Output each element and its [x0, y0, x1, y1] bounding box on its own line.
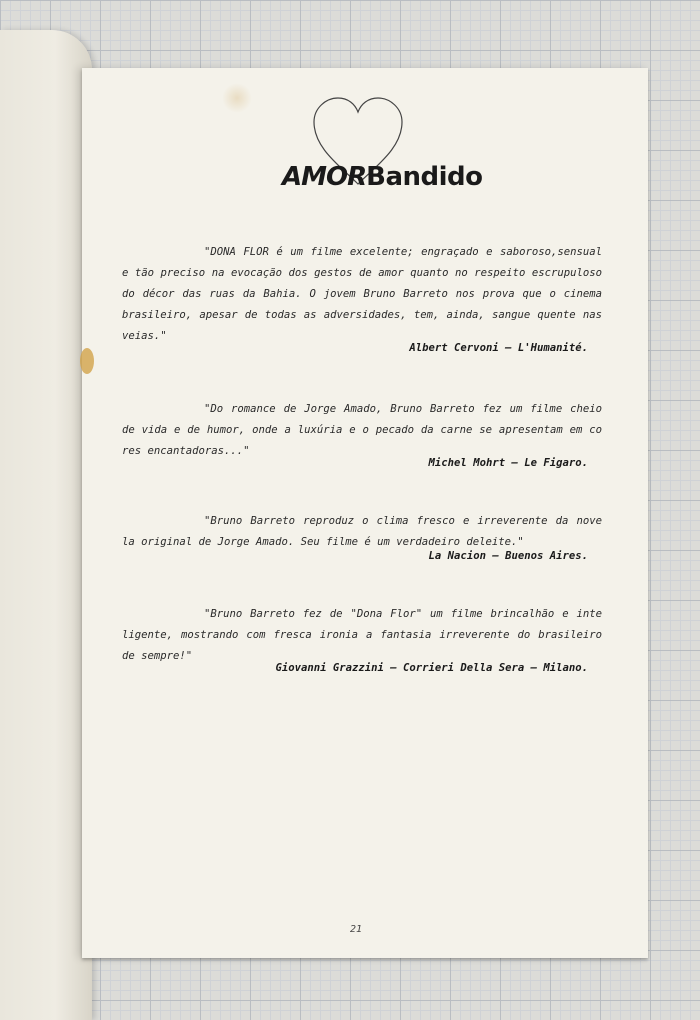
quote-text: "DONA FLOR é um filme excelente; engraçado e saboroso,sensual e tão preciso na evocação dos gestos de amor quanto no respeito escrupuloso do décor das ruas da Bahia. O jovem Bruno Barreto nos prova que o cinema brasileiro, apesar de todas as adversidades, tem, ainda, sangue quente nas veias." [122, 246, 602, 342]
quote-2 [122, 399, 602, 462]
logo-amor: AMOR [282, 162, 367, 192]
stain-mark [80, 348, 94, 374]
quote-text: "Do romance de Jorge Amado, Bruno Barreto fez um filme cheio de vida e de humor, onde a luxúria e o pecado da carne se apresentam em co res encantadoras..." [122, 403, 602, 457]
quote-1 [122, 242, 602, 347]
quote-attribution: Michel Mohrt — Le Figaro. [428, 457, 588, 469]
document-page [82, 68, 648, 958]
quote-attribution: Albert Cervoni — L'Humanité. [409, 342, 588, 354]
quote-text: "Bruno Barreto fez de "Dona Flor" um filme brincalhão e inte ligente, mostrando com fresca ironia a fantasia irreverente do brasileiro de sempre!" [122, 608, 602, 662]
page-number: 21 [350, 924, 363, 935]
logo-bandido: Bandido [366, 162, 483, 192]
quote-attribution: Giovanni Grazzini — Corrieri Della Sera — Milano. [275, 662, 588, 674]
facing-page [0, 30, 92, 1020]
logo-title [282, 162, 483, 192]
quote-3 [122, 511, 602, 553]
quote-text: "Bruno Barreto reproduz o clima fresco e irreverente da nove la original de Jorge Amado. Seu filme é um verdadeiro deleite." [122, 515, 602, 548]
quote-4 [122, 604, 602, 667]
quote-attribution: La Nacion — Buenos Aires. [428, 550, 588, 562]
amor-bandido-logo [262, 96, 482, 196]
paper-spot [222, 83, 252, 113]
